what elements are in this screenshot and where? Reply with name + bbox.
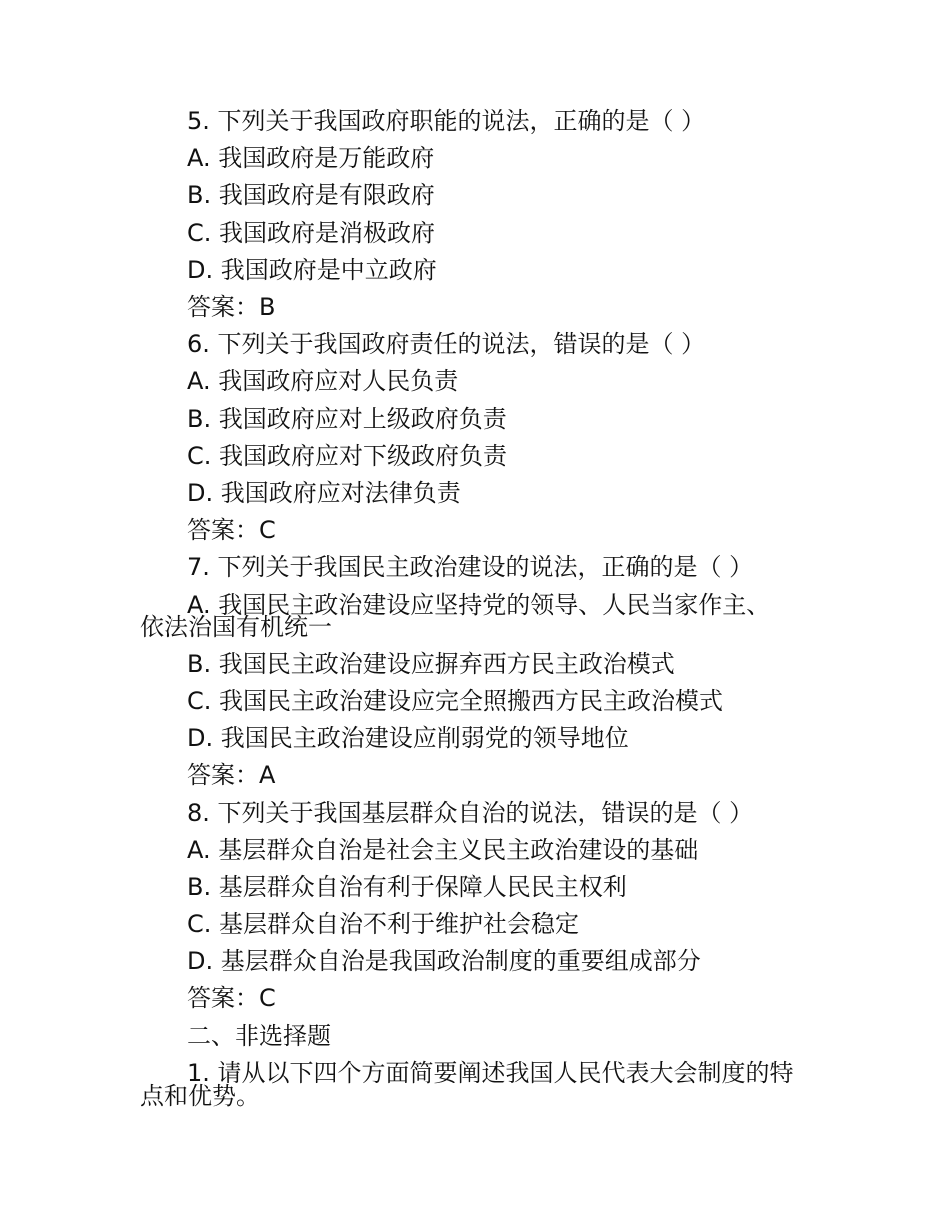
question-8-option-a: A. 基层群众自治是社会主义民主政治建设的基础 [187, 836, 699, 864]
question-5-stem: 5. 下列关于我国政府职能的说法，正确的是（ ） [187, 107, 706, 135]
section-2-heading: 二、非选择题 [187, 1022, 331, 1050]
question-6-stem: 6. 下列关于我国政府责任的说法，错误的是（ ） [187, 330, 706, 358]
essay-question-1: 1. 请从以下四个方面简要阐述我国人民代表大会制度的特 [187, 1059, 794, 1087]
question-7-option-d: D. 我国民主政治建设应削弱党的领导地位 [187, 724, 629, 752]
question-7-option-c: C. 我国民主政治建设应完全照搬西方民主政治模式 [187, 687, 724, 715]
question-5-answer: 答案：B [187, 293, 276, 321]
question-7-option-a-continued: 依法治国有机统一 [140, 613, 332, 641]
question-5-option-a: A. 我国政府是万能政府 [187, 144, 435, 172]
question-7-stem: 7. 下列关于我国民主政治建设的说法，正确的是（ ） [187, 553, 754, 581]
question-8-option-b: B. 基层群众自治有利于保障人民民主权利 [187, 873, 627, 901]
question-6-option-b: B. 我国政府应对上级政府负责 [187, 405, 507, 433]
question-6-answer: 答案：C [187, 516, 276, 544]
question-8-answer: 答案：C [187, 984, 276, 1012]
question-7-option-a: A. 我国民主政治建设应坚持党的领导、人民当家作主、 [187, 591, 771, 619]
question-8-stem: 8. 下列关于我国基层群众自治的说法，错误的是（ ） [187, 799, 754, 827]
question-5-option-b: B. 我国政府是有限政府 [187, 181, 435, 209]
essay-question-1-continued: 点和优势。 [140, 1082, 260, 1110]
question-6-option-c: C. 我国政府应对下级政府负责 [187, 442, 508, 470]
question-5-option-c: C. 我国政府是消极政府 [187, 219, 436, 247]
question-6-option-d: D. 我国政府应对法律负责 [187, 479, 461, 507]
question-7-option-b: B. 我国民主政治建设应摒弃西方民主政治模式 [187, 650, 675, 678]
question-7-answer: 答案：A [187, 761, 276, 789]
question-5-option-d: D. 我国政府是中立政府 [187, 256, 437, 284]
question-6-option-a: A. 我国政府应对人民负责 [187, 367, 459, 395]
question-8-option-d: D. 基层群众自治是我国政治制度的重要组成部分 [187, 947, 701, 975]
question-8-option-c: C. 基层群众自治不利于维护社会稳定 [187, 910, 580, 938]
